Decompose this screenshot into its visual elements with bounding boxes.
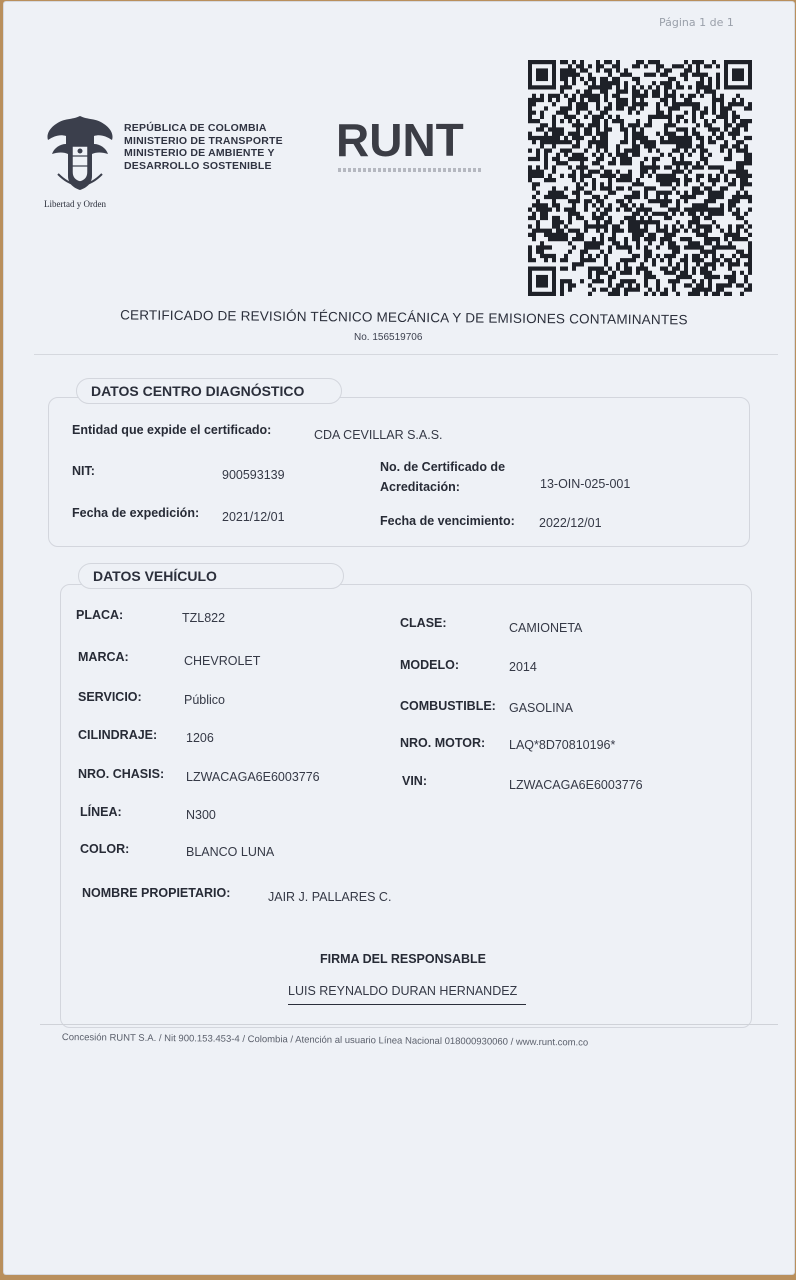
vin-value: LZWACAGA6E6003776: [509, 778, 643, 792]
fuel-value: GASOLINA: [509, 701, 573, 715]
issue-date-label: Fecha de expedición:: [72, 506, 200, 520]
service-label: SERVICIO:: [78, 690, 142, 704]
class-label: CLASE:: [400, 616, 447, 630]
issuing-entities: [124, 122, 314, 172]
page-number: Página 1 de 1: [659, 16, 734, 29]
nit-value: 900593139: [222, 468, 285, 482]
chassis-number-value: LZWACAGA6E6003776: [186, 770, 320, 784]
engine-number-value: LAQ*8D70810196*: [509, 738, 616, 752]
header-divider: [34, 354, 778, 355]
model-value: 2014: [509, 660, 537, 674]
entity-label: Entidad que expide el certificado:: [72, 423, 272, 437]
make-value: CHEVROLET: [184, 654, 261, 668]
accreditation-label-2: Acreditación:: [380, 480, 460, 494]
nit-label: NIT:: [72, 464, 95, 478]
plate-label: PLACA:: [76, 608, 124, 622]
certificate-number: No. 156519706: [354, 332, 423, 343]
color-value: BLANCO LUNA: [186, 845, 275, 859]
chassis-number-label: NRO. CHASIS:: [78, 767, 165, 781]
certificate-sheet: [4, 2, 794, 1274]
crest-motto: Libertad y Orden: [44, 199, 106, 209]
entity-line: MINISTERIO DE AMBIENTE Y: [124, 147, 275, 159]
qr-code: [528, 60, 752, 296]
line-value: N300: [186, 808, 216, 822]
displacement-label: CILINDRAJE:: [78, 728, 158, 742]
plate-value: TZL822: [182, 611, 226, 625]
accreditation-label: No. de Certificado de: [380, 460, 506, 474]
service-value: Público: [184, 693, 225, 707]
footer-divider: [40, 1024, 778, 1025]
owner-label: NOMBRE PROPIETARIO:: [82, 886, 231, 900]
certificate-title: CERTIFICADO DE REVISIÓN TÉCNICO MECÁNICA Y DE EMISIONES CONTAMINANTES: [120, 307, 688, 328]
diagnostic-center-title: DATOS CENTRO DIAGNÓSTICO: [76, 378, 342, 404]
displacement-value: 1206: [186, 731, 214, 745]
line-label: LÍNEA:: [80, 805, 122, 819]
vin-label: VIN:: [402, 774, 427, 788]
runt-logo-tagline: [338, 168, 483, 172]
entity-line: REPÚBLICA DE COLOMBIA: [124, 122, 267, 134]
engine-number-label: NRO. MOTOR:: [400, 736, 486, 750]
color-label: COLOR:: [80, 842, 130, 856]
entity-line: DESARROLLO SOSTENIBLE: [124, 159, 272, 172]
signature-underline: [288, 1004, 526, 1005]
footer-text: Concesión RUNT S.A. / Nit 900.153.453-4 / Colombia / Atención al usuario Línea Nacional 018000930060 / www.runt.com.co: [61, 1032, 589, 1049]
entity-line: MINISTERIO DE TRANSPORTE: [124, 134, 283, 147]
vehicle-title: DATOS VEHÍCULO: [78, 563, 344, 589]
accreditation-value: 13-OIN-025-001: [540, 477, 631, 491]
expiry-date-label: Fecha de vencimiento:: [380, 514, 515, 528]
signatory-name: LUIS REYNALDO DURAN HERNANDEZ: [288, 984, 518, 998]
entity-value: CDA CEVILLAR S.A.S.: [314, 428, 443, 442]
owner-value: JAIR J. PALLARES C.: [268, 890, 392, 904]
fuel-label: COMBUSTIBLE:: [400, 699, 496, 713]
make-label: MARCA:: [78, 650, 129, 664]
signature-label: FIRMA DEL RESPONSABLE: [320, 952, 486, 966]
expiry-date-value: 2022/12/01: [539, 516, 602, 530]
class-value: CAMIONETA: [509, 621, 583, 635]
colombia-coat-of-arms-icon: [44, 114, 116, 194]
runt-logo: RUNT: [336, 114, 464, 166]
model-label: MODELO:: [400, 658, 460, 672]
issue-date-value: 2021/12/01: [222, 510, 285, 524]
